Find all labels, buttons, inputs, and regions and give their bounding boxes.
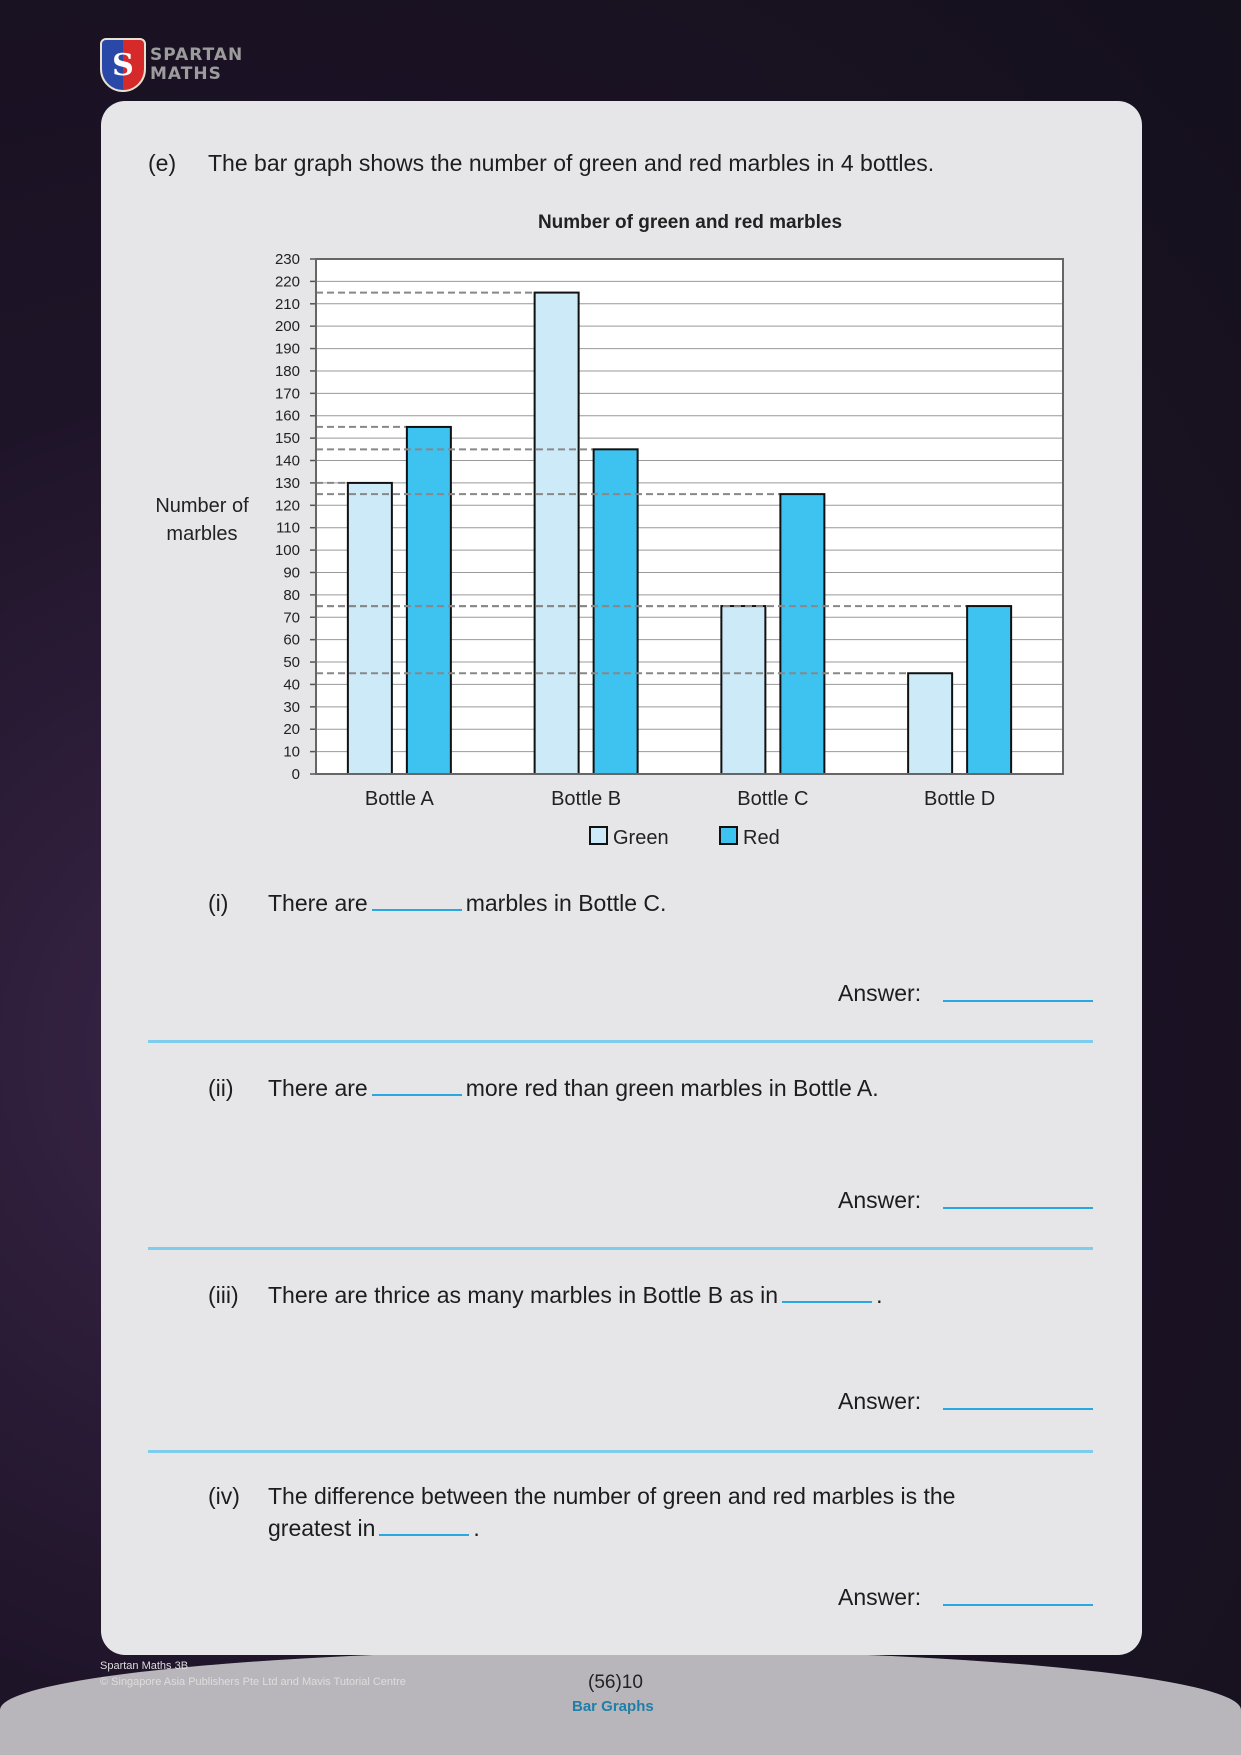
- bar-green: [908, 673, 952, 774]
- y-tick-label: 180: [274, 362, 300, 380]
- page-number: (56)10: [588, 1672, 643, 1693]
- y-tick-label: 120: [274, 497, 300, 515]
- y-tick-label: 70: [283, 609, 300, 627]
- y-axis-label: marbles: [166, 523, 238, 545]
- legend-label: Green: [613, 827, 669, 849]
- bar-red: [967, 606, 1011, 774]
- answer-label: Answer:: [838, 980, 922, 1006]
- y-tick-label: 50: [283, 654, 300, 672]
- bar-chart: [0, 0, 1241, 860]
- legend-swatch-green: [590, 827, 607, 844]
- y-tick-label: 200: [274, 318, 300, 336]
- y-tick-label: 150: [274, 430, 300, 448]
- answer-label: Answer:: [838, 1187, 922, 1213]
- y-axis-label: Number of: [155, 495, 249, 517]
- y-tick-label: 220: [274, 273, 300, 291]
- y-tick-label: 90: [283, 564, 300, 582]
- divider: [148, 1040, 1093, 1043]
- y-tick-label: 230: [274, 251, 300, 268]
- y-tick-label: 40: [283, 676, 300, 694]
- answer-label: Answer:: [838, 1584, 922, 1610]
- y-tick-label: 110: [276, 519, 300, 537]
- y-tick-label: 170: [274, 385, 300, 403]
- logo-line2: MATHS: [150, 64, 222, 84]
- y-tick-label: 210: [274, 295, 300, 313]
- x-tick-label: Bottle D: [924, 788, 996, 810]
- part-i-label: (i): [208, 890, 229, 916]
- part-ii-label: (ii): [208, 1075, 234, 1101]
- answer-label: Answer:: [838, 1388, 922, 1414]
- part-iv-label: (iv): [208, 1483, 240, 1509]
- bar-green: [348, 483, 392, 774]
- footer-copyright: © Singapore Asia Publishers Pte Ltd and Mavis Tutorial Centre: [100, 1676, 406, 1688]
- y-tick-label: 140: [274, 452, 300, 470]
- footer-book: Spartan Maths 3B: [100, 1660, 189, 1672]
- answer-i-line[interactable]: [943, 1000, 1093, 1002]
- legend-label: Red: [743, 827, 780, 849]
- bar-green: [721, 606, 765, 774]
- logo-line1: SPARTAN: [150, 45, 244, 65]
- bar-red: [594, 449, 638, 774]
- x-tick-label: Bottle C: [737, 788, 809, 810]
- y-tick-label: 190: [274, 340, 300, 358]
- y-tick-label: 100: [274, 542, 300, 560]
- bar-red: [407, 427, 451, 774]
- bar-red: [780, 494, 824, 774]
- y-tick-label: 30: [283, 698, 300, 716]
- divider: [148, 1450, 1093, 1453]
- question-text: The bar graph shows the number of green and red marbles in 4 bottles.: [208, 150, 935, 176]
- divider: [148, 1247, 1093, 1250]
- x-tick-label: Bottle A: [364, 788, 434, 810]
- y-tick-label: 10: [283, 743, 300, 761]
- part-iv-line1: The difference between the number of green and red marbles is the: [268, 1483, 956, 1509]
- part-i-text: There are marbles in Bottle C.: [268, 890, 667, 916]
- question-label: (e): [148, 150, 177, 176]
- y-tick-label: 130: [274, 474, 300, 492]
- y-tick-label: 60: [283, 631, 300, 649]
- y-tick-label: 0: [291, 766, 300, 783]
- x-tick-label: Bottle B: [551, 788, 622, 810]
- part-ii-text: There are more red than green marbles in Bottle A.: [268, 1075, 879, 1101]
- blank-line: [782, 1301, 872, 1303]
- y-tick-label: 20: [283, 721, 300, 739]
- answer-iii-line[interactable]: [943, 1408, 1093, 1410]
- chart-title: Number of green and red marbles: [537, 212, 843, 233]
- blank-line: [379, 1534, 469, 1536]
- part-iii-text: There are thrice as many marbles in Bottle B as in .: [268, 1282, 883, 1308]
- y-tick-label: 160: [274, 407, 300, 425]
- bar-green: [535, 293, 579, 774]
- logo-letter: S: [112, 47, 134, 83]
- legend-swatch-red: [720, 827, 737, 844]
- blank-line: [372, 909, 462, 911]
- y-tick-label: 80: [283, 586, 300, 604]
- blank-line: [372, 1094, 462, 1096]
- topic-label: Bar Graphs: [572, 1698, 654, 1715]
- answer-iv-line[interactable]: [943, 1604, 1093, 1606]
- part-iv-line2: greatest in .: [268, 1515, 480, 1541]
- part-iii-label: (iii): [208, 1282, 239, 1308]
- answer-ii-line[interactable]: [943, 1207, 1093, 1209]
